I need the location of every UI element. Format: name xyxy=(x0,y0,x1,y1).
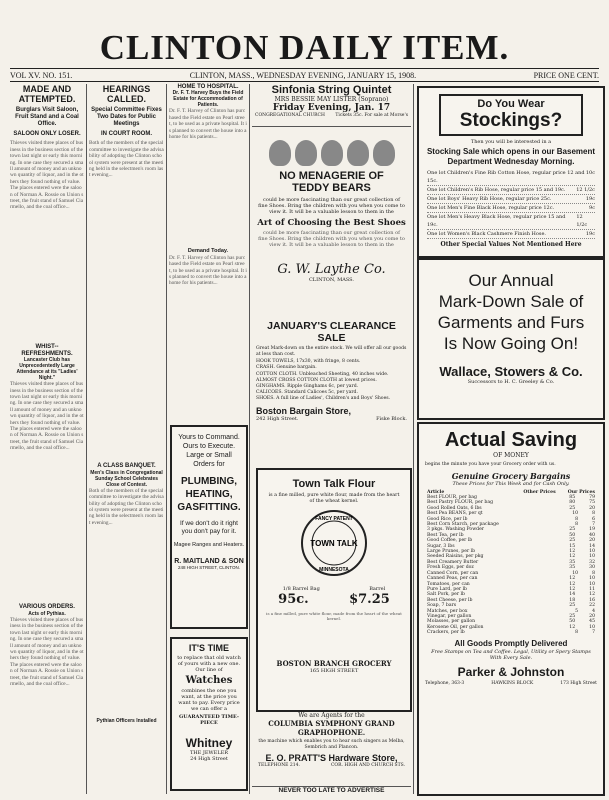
price-ours: 8 xyxy=(592,570,595,576)
ad-address: 24 High Street xyxy=(190,756,228,762)
ad-block: Fiske Block. xyxy=(376,415,407,422)
subhead-committee: Special Committee Fixes Two Dates for Public Meetings xyxy=(91,107,162,127)
issue-date: CLINTON, MASS., WEDNESDAY EVENING, JANUARY 15, 1908. xyxy=(189,70,417,80)
price-other: 12 xyxy=(569,576,576,582)
ad-address: COR. HIGH AND CHURCH STS. xyxy=(330,763,405,769)
price-ours: 20 xyxy=(589,505,595,511)
subhead-lancaster: Lancaster Club has Unprecedentedly Large Attendance at its "Ladies' Night." xyxy=(16,357,78,382)
ad-artist: MRS BESSIE MAY LISTER (Soprano) xyxy=(274,96,389,103)
ad-body: could be more fascinating than our great collection of fine Shoes. Bring the children with you when you come to view it. It will be a valuable lesson to them in the xyxy=(258,197,405,215)
ad-line: Yours to Command. xyxy=(178,434,240,441)
price-ours: 14 xyxy=(589,543,595,549)
price-ours: 12 xyxy=(589,592,595,598)
ad-intro: begins the minute you have your Grocery order with us. xyxy=(425,462,556,467)
article-body-2: Dr. F. T. Harvey of Clinton has purchased the Field estate on Pearl street, to be used as a private hospital. It is planned to convert the house into a home for his patients... xyxy=(169,254,248,287)
price-ours: 22 xyxy=(589,603,595,609)
ad-stamps: Free Stamps on Tea and Coffee. Legal, Utility or Spery Stamps With Every Sale. xyxy=(431,648,591,661)
ad-ranges: Magee Ranges and Heaters. xyxy=(173,542,245,548)
ad-block: HAWKINS BLOCK xyxy=(491,680,534,686)
sale-item: ALMOST CROSS COTTON CLOTH at lowest prices. xyxy=(256,377,377,383)
price-ours: 10 xyxy=(589,581,595,587)
price-table xyxy=(427,490,595,636)
price-ours: 30 xyxy=(589,565,595,571)
price-other: 12 xyxy=(569,586,576,592)
news-column-3 xyxy=(169,84,247,424)
news-column-2 xyxy=(89,84,164,794)
news-column-1 xyxy=(10,84,84,794)
ad-line: Large or Small xyxy=(186,452,232,459)
headline-hearings: HEARINGS CALLED. xyxy=(102,84,151,104)
subhead-harvey: Dr. F. T. Harvey Buys the Field Estate for Accommodation of Patients. xyxy=(172,90,244,109)
ad-store-name: E. O. PRATT'S Hardware Store, xyxy=(265,753,398,764)
price-other: 8 xyxy=(575,522,579,528)
ad-date: Friday Evening, Jan. 17 xyxy=(272,103,391,113)
price-item: Matches, per box xyxy=(427,608,468,614)
ad-section-subtitle: These Prices for This Week and for Cash Only. xyxy=(452,480,570,487)
ad-company-name: Whitney xyxy=(185,736,233,750)
teddy-bear-icon xyxy=(347,140,369,166)
ad-section-title: Genuine Grocery Bargains xyxy=(451,470,571,481)
ad-address: 248 HIGH STREET, CLINTON. xyxy=(178,565,240,570)
price-other: 25 xyxy=(569,603,576,609)
bag-label: 1/8 Barrel Bag xyxy=(282,585,320,592)
teddy-bear-icon xyxy=(373,140,395,166)
price-table-row xyxy=(427,630,595,635)
teddy-bear-icon xyxy=(269,140,291,166)
price-other: 85 xyxy=(569,495,576,500)
article-body: Dr. F. T. Harvey of Clinton has purchased the Field estate on Pearl street, to be used as a private hospital. It is planned to convert the house into a home for his patients... xyxy=(169,108,248,141)
ad-address: 165 HIGH STREET xyxy=(309,667,359,674)
teddy-bear-icon xyxy=(295,140,317,166)
ad-subtitle: Successors to H. C. Greeley & Co. xyxy=(467,379,555,385)
parker-johnston-ad xyxy=(417,422,605,796)
sale-item: CALICOES. Standard Calicoes 5c, per yard. xyxy=(256,390,358,396)
price-item: Tomatoes, per can xyxy=(427,581,470,587)
sale-item: COTTON CLOTH. Unbleached Sheeting, 40 inches wide. xyxy=(256,371,389,377)
subhead-court-room: IN COURT ROOM. xyxy=(101,131,152,137)
price-item: Sugar, 3 lbs xyxy=(427,543,455,549)
ad-headline: Town Talk Flour xyxy=(292,478,376,490)
price-other: 50 xyxy=(569,619,576,625)
wallace-stowers-ad xyxy=(417,258,605,420)
barrel-label: Barrel xyxy=(369,585,386,592)
price-item: Canned Peas, per can xyxy=(427,576,478,582)
price-other: 12 xyxy=(569,549,576,555)
price-ours: 40 xyxy=(589,532,595,538)
article-body-2: Both of the members of the special committee to investigate the advisability of adopting the Clinton school system were present at the meeting held in the selectmen's room last evening... xyxy=(89,487,165,526)
price-item: Molasses, per gallon xyxy=(427,619,476,625)
price-item: Crackers, per lb xyxy=(427,630,465,636)
ad-intro: Great Mark-down on the entire stock. We will offer all our goods at less than cost. xyxy=(256,346,407,357)
price-item: Best Cheese, per lb xyxy=(427,597,473,603)
price-other: 5 xyxy=(575,608,579,614)
price-other: 15 xyxy=(569,543,576,549)
stocking-item: One lot Children's Fine Rib Cotton Hose, regular price 12 and 15c. 10c xyxy=(427,170,595,184)
flour-seal-icon xyxy=(299,508,369,578)
price-ours: 7 xyxy=(592,630,595,636)
ad-subheadline: Stocking Sale which opens in our Basement Department Wednesday Morning. xyxy=(426,147,596,166)
price-table-header: Article Other Prices Our Prices xyxy=(427,489,595,495)
price-item: Best Creamery Butter xyxy=(427,559,479,565)
ad-address: 173 High Street xyxy=(560,680,597,686)
price-item: Soap, 7 bars xyxy=(427,603,457,609)
price-other: 80 xyxy=(569,500,576,506)
price-item: Best Pea BEANS, per qt xyxy=(427,511,483,517)
teddy-bears-illustration xyxy=(252,130,411,166)
ad-company-name: Wallace, Stowers & Co. xyxy=(439,364,583,379)
ad-watches: Watches xyxy=(185,675,233,686)
ad-body: to replace that old watch of yours with a new one. Our line of xyxy=(177,655,241,673)
ad-headline: NO MENAGERIE OF xyxy=(279,170,384,182)
ad-body-2: combines the one you want, at the price you want to pay. Every price we can offer a xyxy=(178,688,240,712)
price-item: 3 pkgs. Washing Powder xyxy=(427,527,484,533)
ad-line: Garments and Furs xyxy=(437,313,585,332)
price-other: 25 xyxy=(569,505,576,511)
price-item: Fresh Eggs, per doz xyxy=(427,565,474,571)
price-ours: 6 xyxy=(592,516,595,522)
headline-various-orders: VARIOUS ORDERS. xyxy=(19,604,75,611)
ad-service: GASFITTING. xyxy=(177,502,241,513)
price-ours: 8 xyxy=(592,511,595,517)
stocking-item: One lot Men's Heavy Black Hose, regular price 15 and 19c. 12 1/2c xyxy=(427,213,595,230)
price-other: 25 xyxy=(569,527,576,533)
price-other: 14 xyxy=(569,592,576,598)
price-other: 8 xyxy=(575,516,579,522)
price-item: Best Corn Starch, per package xyxy=(427,522,499,528)
bag-price: 95c. xyxy=(278,591,309,607)
subhead-saloon: SALOON ONLY LOSER. xyxy=(13,131,81,137)
price-ours: 10 xyxy=(589,624,595,630)
article-body: Both of the members of the special committee to investigate the advisability of adopting the Clinton school system were present at the meeting held in the selectmen's room last evening... xyxy=(89,140,165,179)
price-other: 50 xyxy=(569,532,576,538)
price-ours: 10 xyxy=(589,554,595,560)
clearance-sale-ad xyxy=(252,320,411,428)
price-ours: 79 xyxy=(589,495,595,500)
ad-street: 242 High Street. xyxy=(256,415,299,422)
ad-company-name: Parker & Johnston xyxy=(457,664,565,679)
masthead-title: CLINTON DAILY ITEM. xyxy=(99,28,510,67)
ad-body: is a fine milled, pure white flour, made from the heart of the wheat kernel. xyxy=(268,493,400,504)
price-item: Canned Corn, per can xyxy=(427,570,479,576)
price-ours: 10 xyxy=(589,549,595,555)
price-ours: 7 xyxy=(592,522,595,528)
ad-body: the machine which enables you to hear such singers as Melba, Sembrich and Plancon. xyxy=(258,739,405,750)
ad-line: Our Annual xyxy=(468,271,554,290)
headline-made-attempted: MADE AND ATTEMPTED. xyxy=(18,84,76,104)
price-other: 12 xyxy=(569,554,576,560)
price-other: 25 xyxy=(569,538,576,544)
stocking-item: One lot Women's Black Cashmere Finish Hose. 19c xyxy=(427,231,595,237)
price-ours: 20 xyxy=(589,613,595,619)
ad-service: HEATING, xyxy=(185,489,233,500)
price-other: 10 xyxy=(572,511,579,517)
ad-guarantee: GUARANTEED TIME-PIECE xyxy=(179,714,239,726)
seal-middle-text: TOWN TALK xyxy=(310,538,358,548)
seal-top-text: FANCY PATENT xyxy=(315,515,353,522)
volume-number: VOL XV. NO. 151. xyxy=(10,70,73,80)
price-ours: 20 xyxy=(589,538,595,544)
ad-company-name: R. MAITLAND & SON xyxy=(174,558,244,565)
town-talk-flour-ad xyxy=(256,468,412,712)
price-ours: 16 xyxy=(589,597,595,603)
ad-note: If we don't do it right xyxy=(180,520,238,527)
price-ours: 19 xyxy=(589,527,595,533)
ad-subtitle: THE JEWELER xyxy=(189,750,229,756)
sale-item: CRASH. Genuine bargain. xyxy=(256,365,317,371)
price-item: Best FLOUR, per bag xyxy=(427,495,477,500)
price-ours: 75 xyxy=(589,500,595,506)
price-item: Good Rolled Oats, 6 lbs xyxy=(427,505,482,511)
headline-class-banquet: A CLASS BANQUET. xyxy=(97,463,156,470)
ad-note: you don't pay for it. xyxy=(181,528,237,535)
price-item: Best Pastry FLOUR, per bag xyxy=(427,500,494,506)
stocking-item: One lot Men's Fine Black Hose, regular price 12c. 9c xyxy=(427,205,595,211)
price-other: 25 xyxy=(569,613,576,619)
price-item: Kerosene Oil, per gallon xyxy=(427,624,484,630)
price-item: Seeded Raisins, per pkg xyxy=(427,554,484,560)
ad-line: Is Now Going On! xyxy=(443,334,579,353)
ad-line: Ours to Execute. xyxy=(182,443,236,450)
sale-item: SHOES. A full line of Ladies', Children's and Boys' Shoes. xyxy=(256,396,391,402)
barrel-price: $7.25 xyxy=(349,591,390,607)
article-body: Thieves visited three places of business in the business section of the town last night or early this morning. In one case they secured a small amount of money and an unknown quantity of liquor, and in the others they found nothing of value. The places entered were the saloon of Norman A. Rossie on Union street, the fruit stand of Samuel Ciarmello, and the coal office... xyxy=(10,140,85,211)
price-item: Large Prunes, per lb xyxy=(427,549,476,555)
laythe-shoes-ad xyxy=(252,130,411,320)
ad-headline: COLUMBIA SYMPHONY GRAND GRAPHOPHONE. xyxy=(268,719,395,737)
price-item: Vinegar, per gallon xyxy=(427,613,472,619)
ad-place: CONGREGATIONAL CHURCH xyxy=(255,113,325,118)
ad-price-list: is a fine milled, pure white flour, made from the heart of the wheat kernel. xyxy=(266,610,402,621)
whitney-ad xyxy=(170,637,248,791)
subhead-mens-class: Men's Class in Congregational Sunday School Celebrates Close of Contest. xyxy=(90,469,163,488)
price-ours: 45 xyxy=(589,619,595,625)
stocking-item: One lot Children's Rib Hose, regular price 15 and 19c. 12 1/2c xyxy=(427,187,595,193)
issue-price: PRICE ONE CENT. xyxy=(533,70,599,80)
column-rule xyxy=(249,84,250,794)
sale-item: HOOK TOWELS, 17x30, with fringe, 8 cents. xyxy=(256,359,361,365)
teddy-bear-icon xyxy=(321,140,343,166)
seal-bottom-text: MINNESOTA xyxy=(319,566,349,573)
ad-intro: Then you will be interested in a xyxy=(470,139,552,145)
ad-headline: Actual Saving xyxy=(444,429,578,451)
price-item: Good Rice, per lb xyxy=(427,516,468,522)
ad-headline: Sinfonia String Quintet xyxy=(271,84,392,96)
price-item: Best Tea, per lb xyxy=(427,532,464,538)
ad-line: Orders for xyxy=(193,461,225,468)
price-ours: 11 xyxy=(589,586,595,592)
price-other: 12 xyxy=(569,624,576,630)
stockings-ad xyxy=(417,86,605,258)
ad-store-name: Boston Bargain Store, xyxy=(256,405,352,416)
ad-store-name: BOSTON BRANCH GROCERY xyxy=(276,658,392,668)
column-rule xyxy=(166,84,167,794)
ad-telephone: TELEPHONE 214. xyxy=(258,763,300,769)
headline-whist: WHIST--REFRESHMENTS. xyxy=(21,344,73,357)
ad-headline: Do You Wear xyxy=(477,98,545,110)
stocking-item: One lot Boys' Heavy Rib Hose, regular price 25c. 19c xyxy=(427,196,595,202)
ad-headline-2: TEDDY BEARS xyxy=(292,182,371,194)
price-other: 35 xyxy=(569,565,576,571)
price-ours: 32 xyxy=(589,559,595,565)
price-item: Pure Lard, per lb xyxy=(427,586,467,592)
price-other: 18 xyxy=(569,597,576,603)
headline-hospital: HOME TO HOSPITAL. xyxy=(177,84,239,90)
ad-telephone: Telephone, 363-3 xyxy=(425,680,465,686)
ad-intro: We are Agents for the xyxy=(298,712,365,719)
maitland-ad xyxy=(170,425,248,629)
ad-service: PLUMBING, xyxy=(180,476,238,487)
subhead-pythias: Acts of Pythias. xyxy=(28,610,66,617)
ad-footer: Other Special Values Not Mentioned Here xyxy=(440,241,582,248)
ad-signature: G. W. Laythe Co. xyxy=(277,262,386,277)
column-rule xyxy=(413,84,414,794)
price-item: Salt Pork, per lb xyxy=(427,592,465,598)
ad-subheadline: OF MONEY xyxy=(493,452,529,459)
ad-headline: IT'S TIME xyxy=(188,643,230,653)
ad-delivery: All Goods Promptly Delivered xyxy=(454,638,568,648)
price-ours: 4 xyxy=(592,608,595,614)
ad-headline-2: Stockings? xyxy=(459,110,563,131)
column-rule xyxy=(86,84,87,794)
price-ours: 10 xyxy=(589,576,595,582)
subhead-burglars: Burglars Visit Saloon, Fruit Stand and a Coal Office. xyxy=(15,107,79,127)
subhead-demand: Demand Today. xyxy=(187,248,229,255)
sale-item: GINGHAMS. Ripple Ginghams 6c, per yard. xyxy=(256,384,359,389)
ad-subheadline: Art of Choosing the Best Shoes xyxy=(257,218,406,228)
price-other: 35 xyxy=(569,559,576,565)
article-body-3: Thieves visited three places of business in the business section of the town last night or early this morning. In one case they secured a small amount of money and an unknown quantity of liquor, and in the others they found nothing of value. The places entered were the saloon of Norman A. Rossie on Union street, the fruit stand of Samuel Ciarmello, and the coal office... xyxy=(10,617,85,688)
subhead-pythian-officers: Pythian Officers Installed xyxy=(96,717,157,724)
article-body-2: Thieves visited three places of business in the business section of the town last night or early this morning. In one case they secured a small amount of money and an unknown quantity of liquor, and in the others they found nothing of value. The places entered were the saloon of Norman A. Rossie on Union street, the fruit stand of Samuel Ciarmello, and the coal office... xyxy=(10,381,85,452)
price-item: Good Coffee, per lb xyxy=(427,538,473,544)
price-other: 8 xyxy=(575,630,579,636)
sinfonia-ad xyxy=(252,84,411,127)
ad-tickets: Tickets 35c. For sale at Morse's xyxy=(335,113,408,118)
price-other: 10 xyxy=(572,570,579,576)
ad-place: CLINTON, MASS. xyxy=(308,277,355,283)
price-other: 12 xyxy=(569,581,576,587)
dateline xyxy=(10,68,599,82)
ad-body-2: could be more fascinating than our great collection of fine Shoes. Bring the children with you when you come to view it. It will be a valuable lesson to them in the xyxy=(258,230,405,248)
ad-line: Mark-Down Sale of xyxy=(438,292,584,311)
ad-headline: JANUARY'S CLEARANCE SALE xyxy=(267,320,396,344)
pratt-hardware-ad xyxy=(252,712,411,782)
footer-slogan: NEVER TOO LATE TO ADVERTISE xyxy=(252,786,411,794)
